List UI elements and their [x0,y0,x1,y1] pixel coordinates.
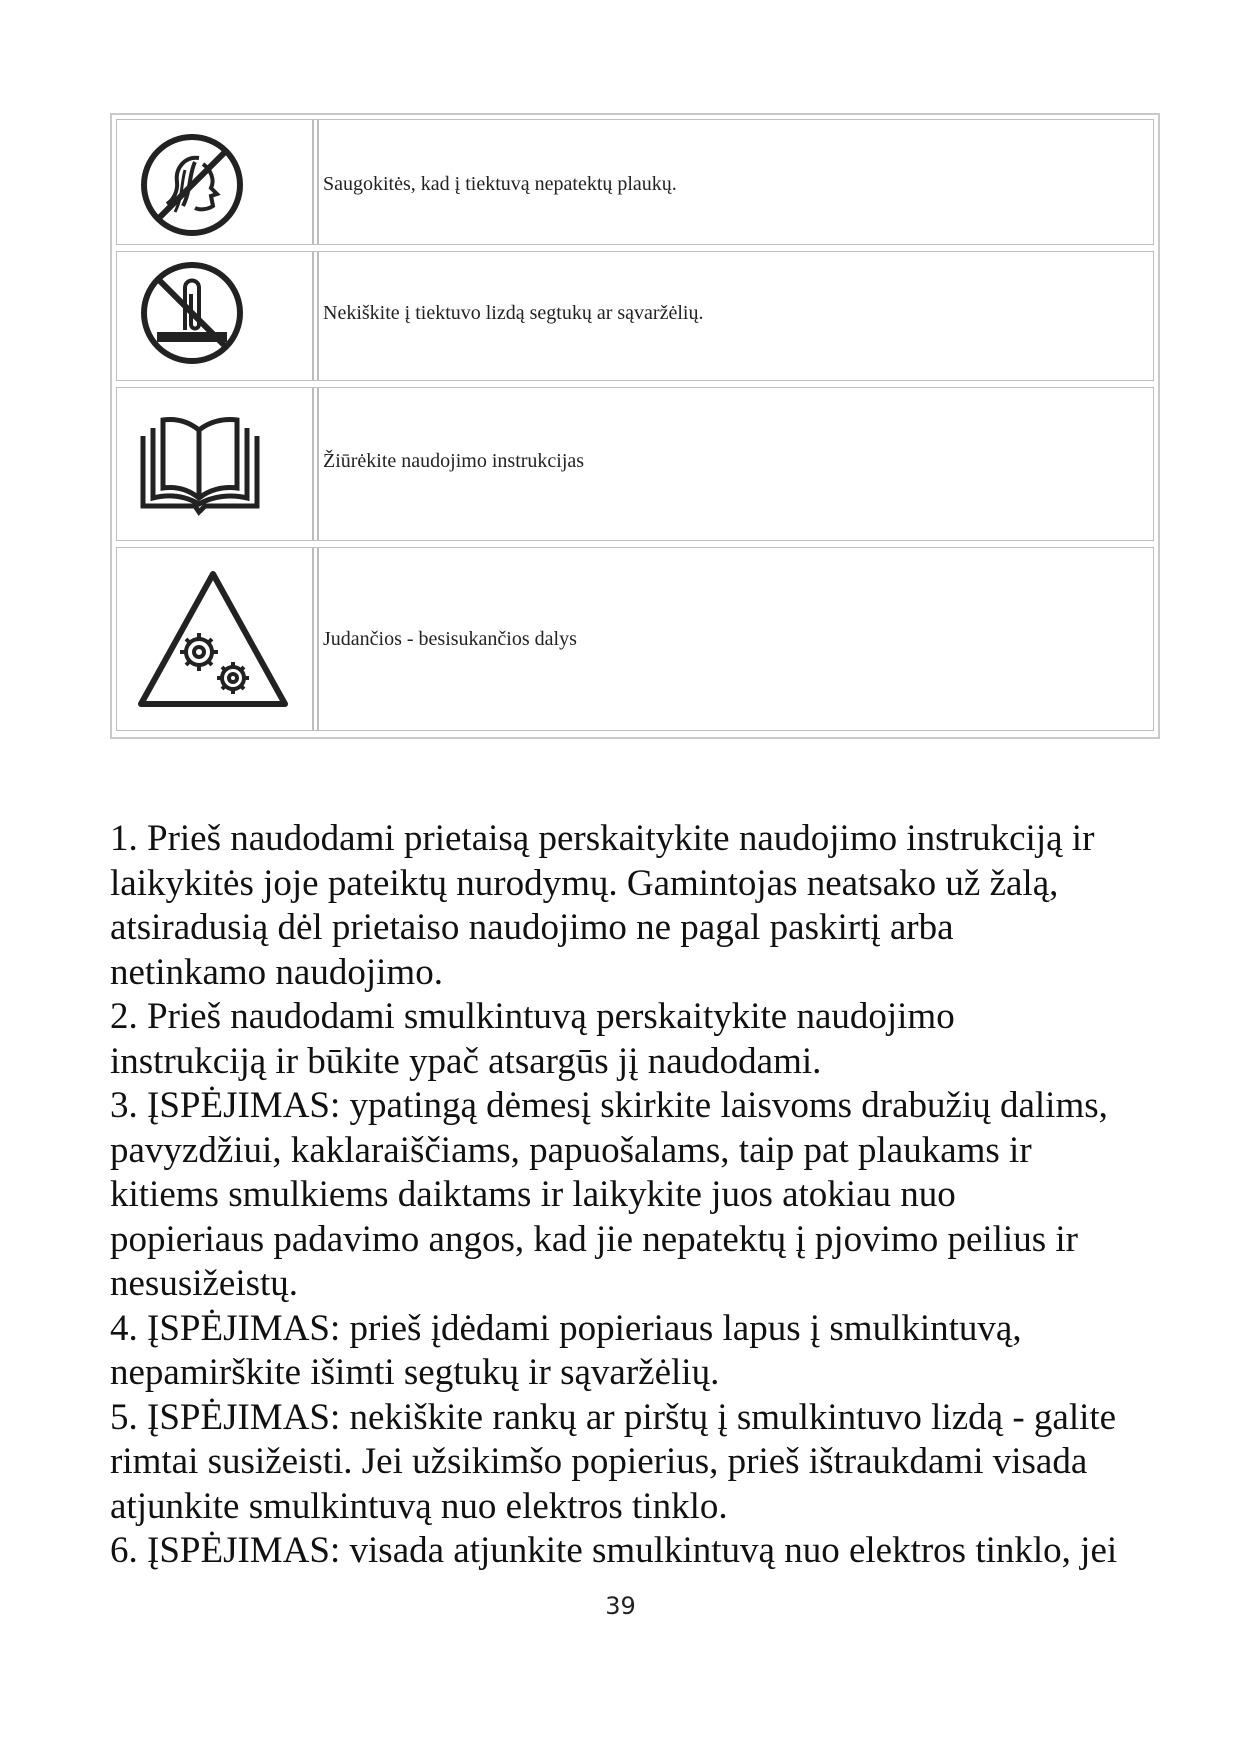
symbol-icon-cell [117,252,314,380]
instruction-line: nesusižeistų. [110,1263,299,1304]
instruction-line: 1. Prieš naudodami prietaisą perskaitykite naudojimo instrukciją ir [110,818,1095,859]
symbol-row-manual [116,387,1154,541]
instruction-line: instrukciją ir būkite ypač atsargūs jį naudodami. [110,1040,822,1082]
symbol-icon-cell [117,120,314,244]
instruction-line: kitiems smulkiems daiktams ir laikykite juos atokiau nuo [110,1174,956,1215]
instruction-line: rimtai susižeisti. Jei užsikimšo popierius, prieš ištraukdami visada [110,1441,1088,1482]
instruction-line: 5. ĮSPĖJIMAS: nekiškite rankų ar pirštų į smulkintuvo lizdą - galite [110,1396,1117,1438]
safety-instructions [110,817,1190,1574]
symbol-icon-cell [117,388,314,540]
instruction-line: 3. ĮSPĖJIMAS: ypatingą dėmesį skirkite laisvoms drabužių dalims, [110,1085,1108,1126]
safety-symbols-table [110,113,1160,739]
symbol-text-cell [317,548,1153,730]
page-number: 39 [605,1592,636,1620]
instruction-line: 2. Prieš naudodami smulkintuvą perskaitykite naudojimo [110,996,955,1037]
symbol-description: Žiūrėkite naudojimo instrukcijas [323,450,585,472]
instruction-line: atjunkite smulkintuvą nuo elektros tinklo. [110,1485,728,1527]
instruction-line: netinkamo naudojimo. [110,951,443,993]
instruction-line: 4. ĮSPĖJIMAS: prieš įdėdami popieriaus lapus į smulkintuvą, [110,1307,1022,1349]
symbol-row-moving-parts [116,547,1154,731]
symbol-text-cell [317,388,1153,540]
instruction-line: 6. ĮSPĖJIMAS: visada atjunkite smulkintuvą nuo elektros tinklo, jei [110,1530,1118,1571]
instruction-line: laikykitės joje pateiktų nurodymų. Gamintojas neatsako už žalą, [110,862,1059,904]
symbol-text-cell [317,252,1153,380]
no-paperclip-icon [137,258,247,368]
symbol-description: Nekiškite į tiektuvo lizdą segtukų ar sąvaržėlių. [323,302,704,324]
manual-book-icon [135,410,265,520]
symbol-row-hair [116,119,1154,245]
instruction-line: popieriaus padavimo angos, kad jie nepatektų į pjovimo peilius ir [110,1218,1078,1260]
instruction-line: pavyzdžiui, kaklaraiščiams, papuošalams, taip pat plaukams ir [110,1129,1032,1171]
symbol-row-paperclip [116,251,1154,381]
symbol-icon-cell [117,548,314,730]
no-hair-icon [137,130,247,240]
symbol-description: Saugokitės, kad į tiektuvą nepatektų plaukų. [323,173,677,195]
instruction-line: atsiradusią dėl prietaiso naudojimo ne pagal paskirtį arba [110,907,954,948]
symbol-description: Judančios - besisukančios dalys [323,628,577,650]
symbol-text-cell [317,120,1153,244]
moving-parts-warning-icon [133,566,293,716]
instruction-line: nepamirškite išimti segtukų ir sąvaržėlių. [110,1352,720,1393]
